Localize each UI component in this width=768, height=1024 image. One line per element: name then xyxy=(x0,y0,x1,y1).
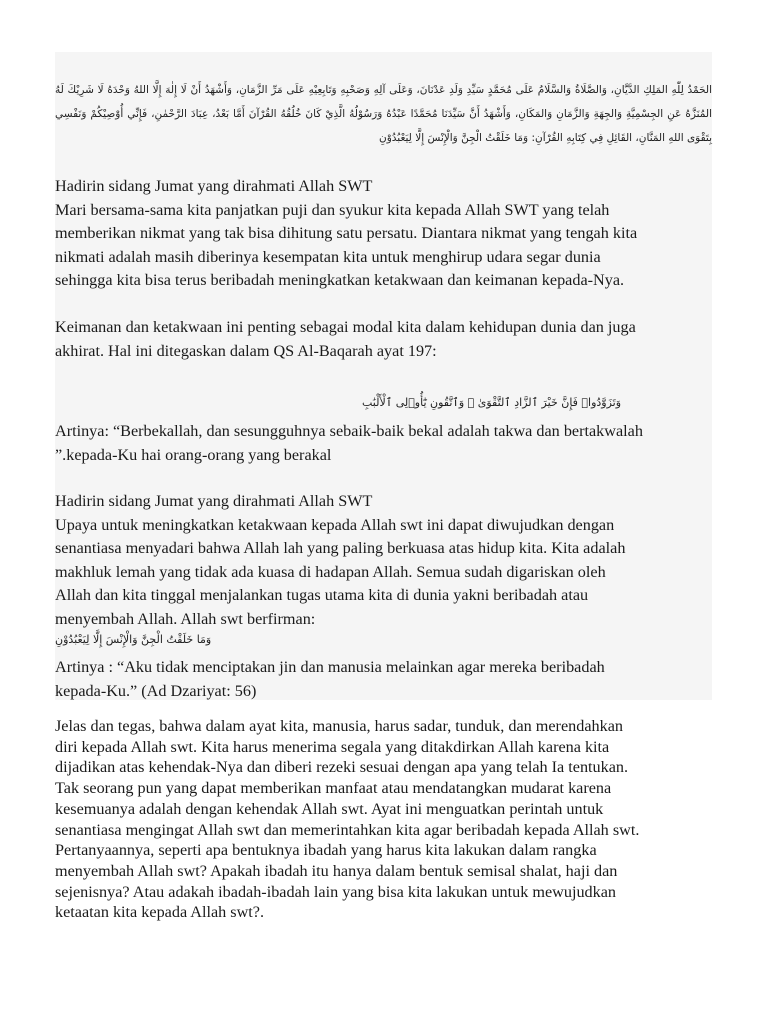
text-line: menyembah Allah. Allah swt berfirman: xyxy=(55,609,316,628)
text-line: sejenisnya? Atau adakah ibadah-ibadah lain yang bisa kita lakukan untuk mewujudkan xyxy=(55,882,616,901)
text-line: sehingga kita bisa terus beribadah meningkatkan ketakwaan dan keimanan kepada-Nya. xyxy=(55,271,625,289)
text-line: diri kepada Allah swt. Kita harus menerima segala yang ditakdirkan Allah karena kita xyxy=(55,737,610,756)
text-line: Upaya untuk meningkatkan ketakwaan kepada Allah swt ini dapat diwujudkan dengan xyxy=(55,515,615,534)
text-line: Pertanyaannya, seperti apa bentuknya ibadah yang harus kita lakukan dalam rangka xyxy=(55,841,597,860)
text-line: Mari bersama-sama kita panjatkan puji dan syukur kita kepada Allah SWT yang telah xyxy=(55,200,610,219)
section-3-translation xyxy=(55,656,712,703)
text-line: senantiasa mengingat Allah swt dan memerintahkan kita agar beribadah kepada Allah swt. xyxy=(55,820,640,839)
text-line: Allah dan kita tinggal menjalankan tugas utama kita di dunia yakni beribadah atau xyxy=(55,586,589,604)
text-line: nikmati adalah masih diberinya kesempatan kita untuk menghirup udara segar dunia xyxy=(55,247,601,266)
section-3-heading: Hadirin sidang Jumat yang dirahmati Allah SWT xyxy=(55,492,373,510)
quran-verse-ad-dzariyat-56: وَمَا خَلَقْتُ الْجِنَّ وَالْإِنْسَ إِلَّا لِيَعْبُدُوْنِ xyxy=(55,633,212,646)
section-3-paragraph xyxy=(55,490,712,631)
text-line: akhirat. Hal ini ditegaskan dalam QS Al-Baqarah ayat 197: xyxy=(55,341,437,360)
text-line: makhluk lemah yang tidak ada kuasa di hadapan Allah. Semua sudah digariskan oleh xyxy=(55,562,606,581)
translation-line: Artinya: “Berbekallah, dan sesungguhnya sebaik-baik bekal adalah takwa dan bertakwalah xyxy=(55,422,643,440)
text-line: ketaatan kita kepada Allah swt?. xyxy=(55,903,265,922)
text-line: dijadikan atas kehendak-Nya dan diberi rezeki sesuai dengan apa yang telah Ia tentukan. xyxy=(55,758,629,777)
section-1-paragraph xyxy=(55,175,712,293)
text-line: memberikan nikmat yang tak bisa dihitung satu persatu. Diantara nikmat yang tengah kita xyxy=(55,224,638,242)
text-line: Tak seorang pun yang dapat memberikan manfaat atau mendatangkan mudarat karena xyxy=(55,779,612,798)
section-2-translation xyxy=(55,420,712,467)
section-2-paragraph xyxy=(55,316,712,363)
section-4-paragraph xyxy=(55,716,725,923)
text-line: senantiasa menyadari bahwa Allah lah yang paling berkuasa atas hidup kita. Kita adalah xyxy=(55,539,626,557)
arabic-opening-text: الحَمْدُ لِلّٰهِ المَلِكِ الدَّيَّانِ، وَالصَّلَاةُ وَالسَّلَامُ عَلَى مُحَمَّدٍ سَيِّدِ وَلَدِ عَدْنَانَ، وَعَلَى آلِهِ وَصَحْبِهِ وَتَابِعِيْهِ عَلَى مَرِّ الزَّمَانِ، وَأَشْهَدُ أَنْ لَا إِلٰهَ إِلَّا اللهُ وَحْدَهُ لَا شَرِيْكَ لَهُ المُنَزَّهُ عَنِ الجِسْمِيَّةِ وَالجِهَةِ وَالزَّمَانِ وَالمَكَانِ، وَأَشْهَدُ أَنَّ سَيِّدَنَا مُحَمَّدًا عَبْدُهُ وَرَسُوْلُهُ الَّذِيْ كَانَ خُلُقُهُ القُرْآنَ أَمَّا بَعْدُ، عِبَادَ الرَّحْمٰنِ، فَإِنِّي أُوْصِيْكُمْ وَنَفْسِي بِتَقْوَى اللهِ المَنَّانِ، القَائِلِ فِي كِتَابِهِ القُرْآنِ: وَمَا خَلَقْتُ الْجِنَّ وَالْإِنْسَ إِلَّا لِيَعْبُدُوْنِ xyxy=(55,84,712,144)
text-line: Jelas dan tegas, bahwa dalam ayat kita, manusia, harus sadar, tunduk, dan merendahkan xyxy=(55,717,623,735)
quran-verse-al-baqarah-197: وَتَزَوَّدُوا۟ فَإِنَّ خَيْرَ ٱلزَّادِ ٱلتَّقْوَىٰ ۚ وَٱتَّقُونِ يَٰٓأُو۟لِى ٱلْأَلْبَٰبِ xyxy=(362,396,622,409)
section-1-heading: Hadirin sidang Jumat yang dirahmati Allah SWT xyxy=(55,177,373,195)
text-line: menyembah Allah swt? Apakah ibadah itu hanya dalam bentuk semisal shalat, haji dan xyxy=(55,861,618,880)
translation-line: ”.kepada-Ku hai orang-orang yang berakal xyxy=(55,445,332,464)
translation-line: Artinya : “Aku tidak menciptakan jin dan manusia melainkan agar mereka beribadah xyxy=(55,658,605,676)
text-line: Keimanan dan ketakwaan ini penting sebagai modal kita dalam kehidupan dunia dan juga xyxy=(55,318,636,336)
translation-line: kepada-Ku.” (Ad Dzariyat: 56) xyxy=(55,681,257,700)
text-line: kesemuanya adalah dengan kehendak Allah swt. Ayat ini menguatkan perintah untuk xyxy=(55,799,604,818)
